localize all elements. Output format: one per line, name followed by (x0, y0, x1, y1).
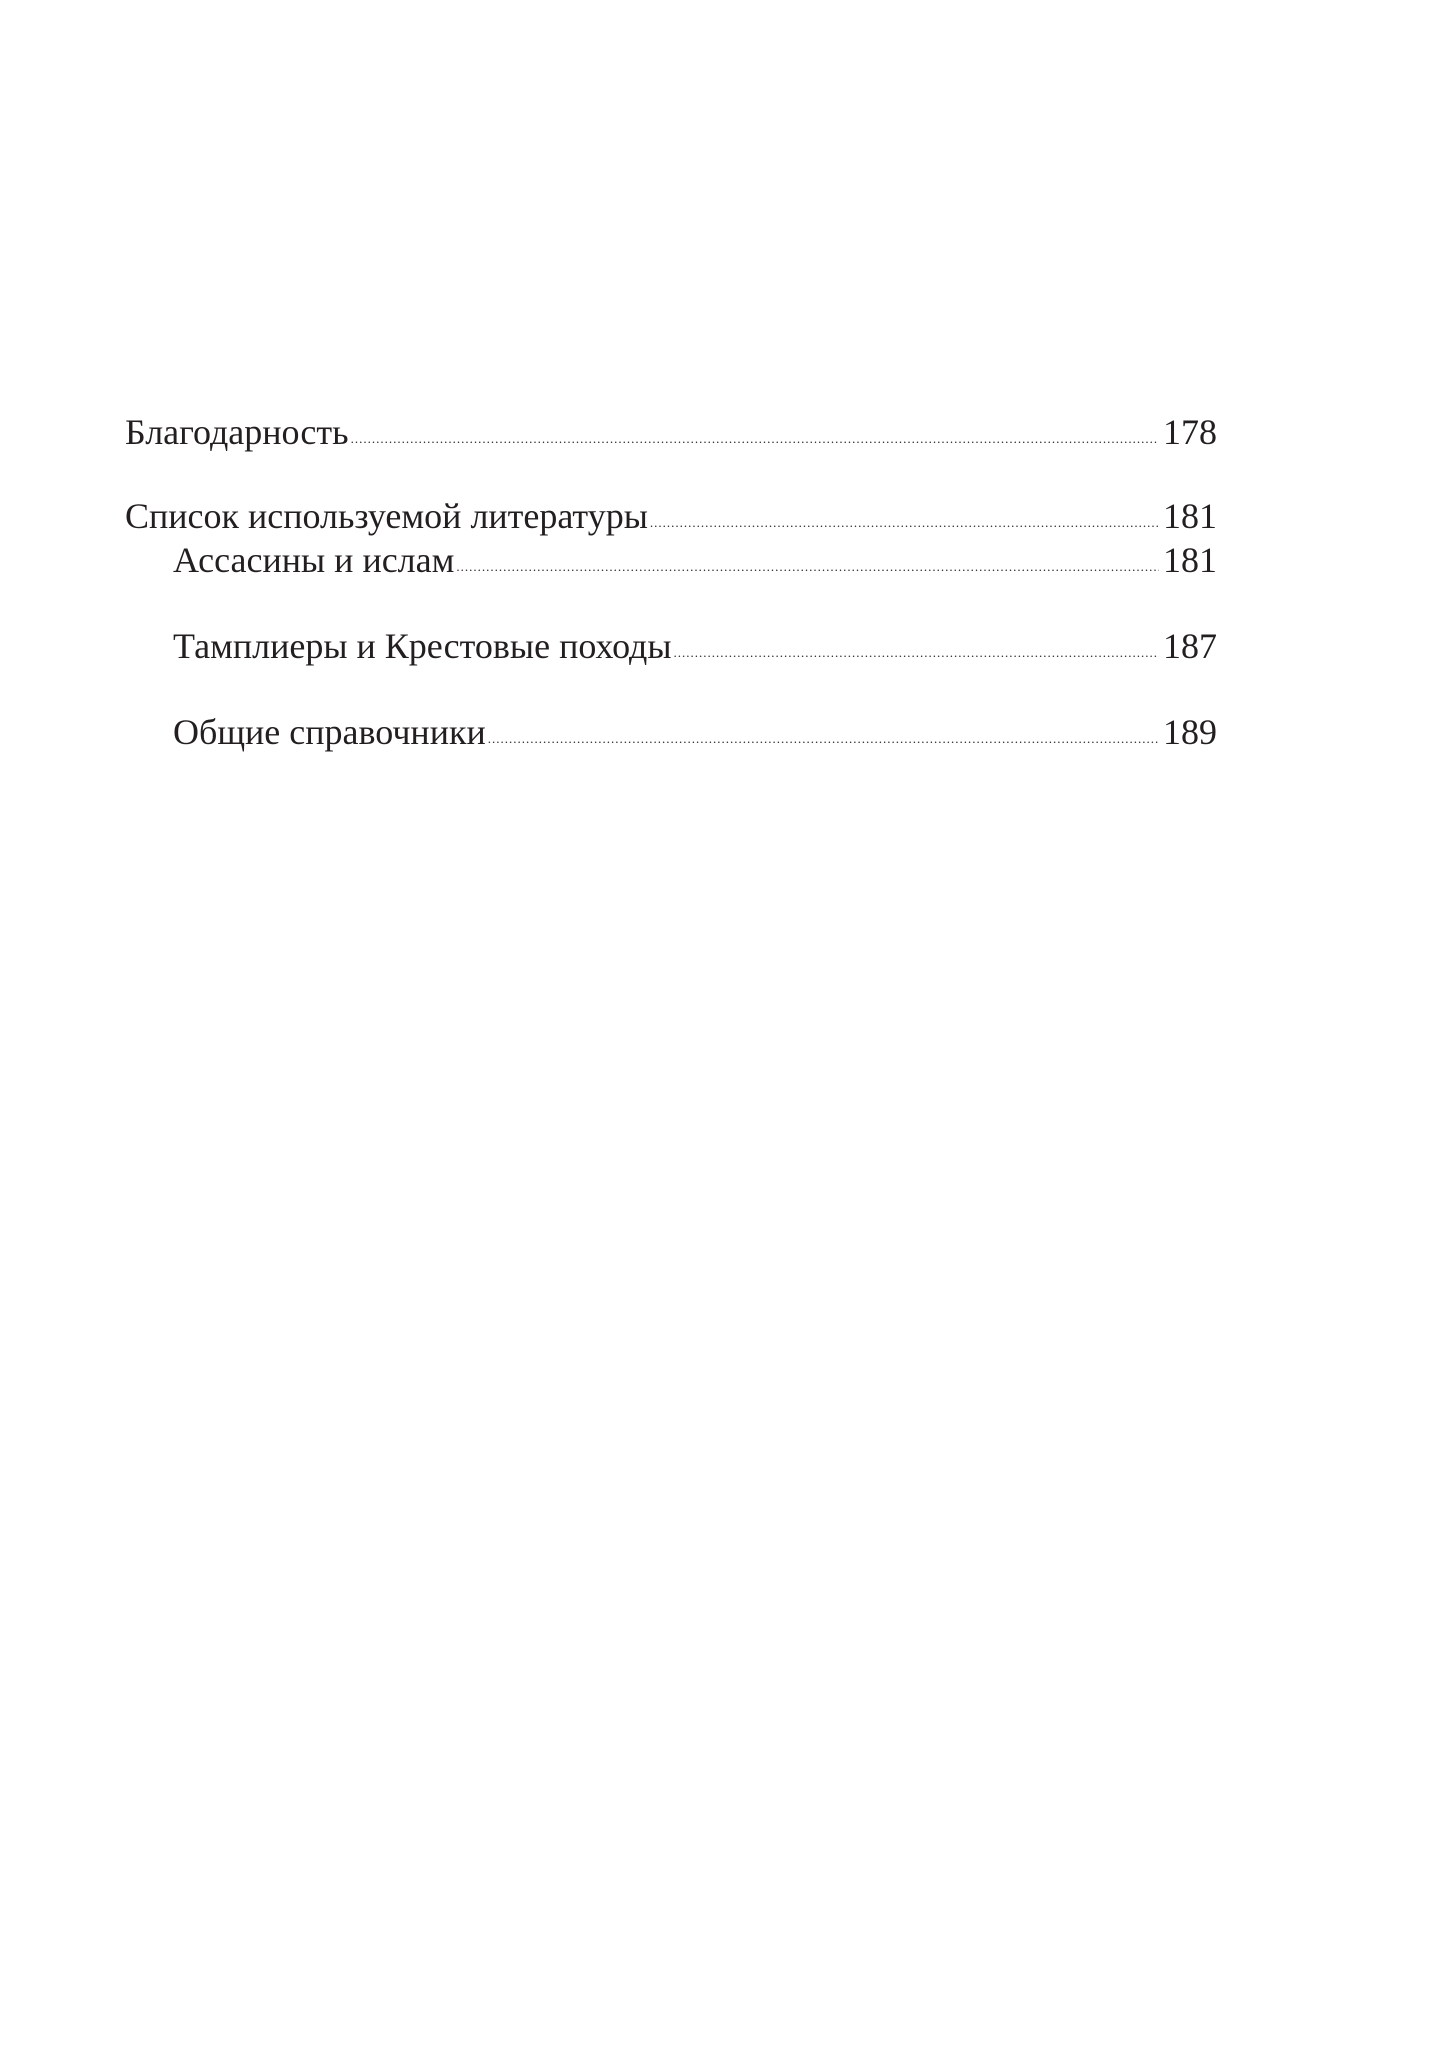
toc-entry-title: Список используемой литературы (125, 496, 648, 536)
toc-entry-title: Благодарность (125, 412, 349, 452)
toc-entry-assassins-islam[interactable] (125, 538, 1217, 582)
toc-entry-acknowledgements[interactable] (125, 410, 1217, 454)
toc-entry-page-number: 189 (1163, 712, 1217, 752)
toc-entry-title: Тамплиеры и Крестовые походы (173, 626, 672, 666)
dot-leader (456, 545, 1159, 589)
toc-entry-page-number: 187 (1163, 626, 1217, 666)
dot-leader (674, 631, 1159, 675)
toc-entry-general-references[interactable] (125, 710, 1217, 754)
table-of-contents (125, 410, 1217, 754)
toc-entry-page-number: 181 (1163, 496, 1217, 536)
toc-entry-bibliography[interactable] (125, 494, 1217, 538)
toc-entry-title: Ассасины и ислам (173, 540, 455, 580)
toc-entry-page-number: 178 (1163, 412, 1217, 452)
toc-entry-page-number: 181 (1163, 540, 1217, 580)
toc-entry-templars-crusades[interactable] (125, 624, 1217, 668)
dot-leader (351, 417, 1159, 461)
dot-leader (650, 501, 1159, 545)
toc-entry-title: Общие справочники (173, 712, 486, 752)
dot-leader (488, 717, 1159, 761)
